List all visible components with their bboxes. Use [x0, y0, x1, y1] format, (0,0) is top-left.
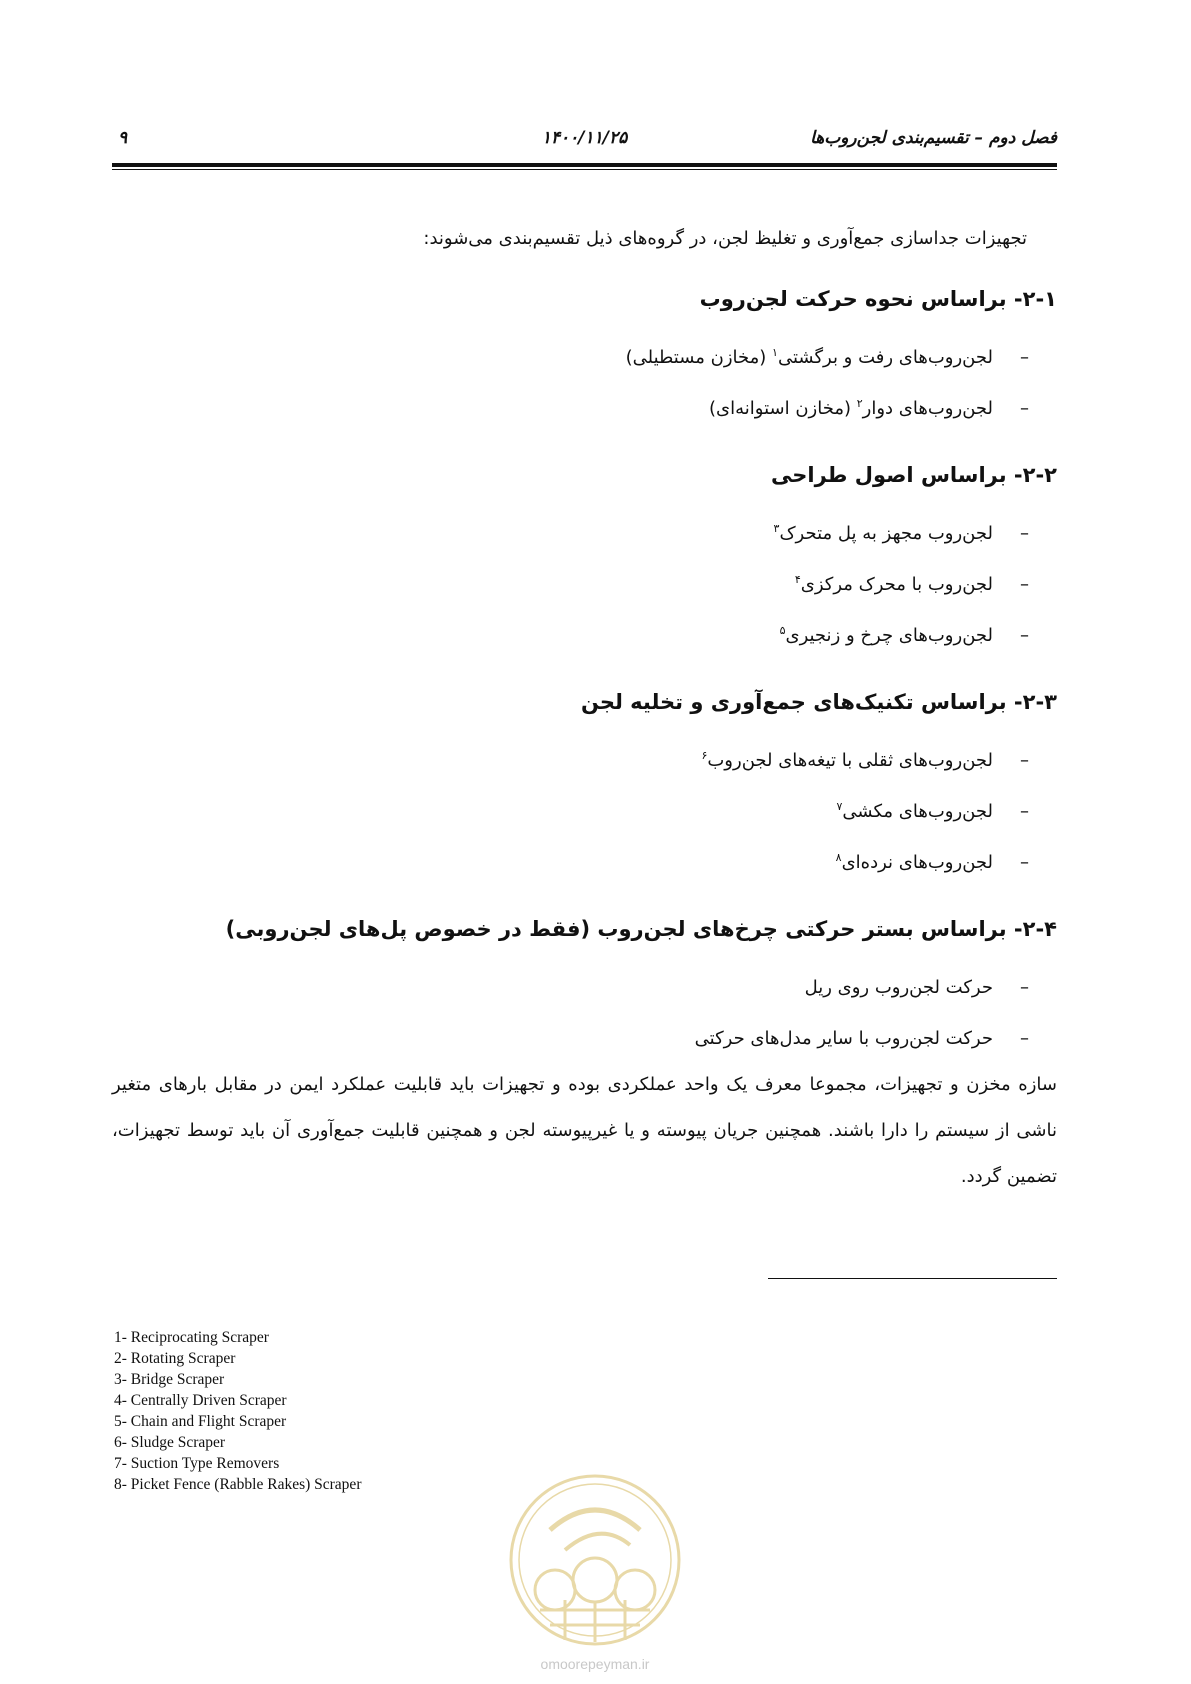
footnote-marker: ۸	[835, 851, 842, 864]
list-item-text: لجن‌روب‌های مکشی	[842, 801, 993, 822]
list-dash: –	[1020, 1028, 1029, 1049]
list-item-text: لجن‌روب مجهز به پل متحرک	[779, 523, 993, 544]
list-dash: –	[1020, 625, 1029, 646]
list-item-text: لجن‌روب‌های نرده‌ای	[841, 852, 993, 873]
section-heading: ۲-۱- براساس نحوه حرکت لجن‌روب	[699, 287, 1057, 311]
list-dash: –	[1020, 977, 1029, 998]
footnote-marker: ۲	[856, 397, 863, 410]
list-item-text: لجن‌روب‌های چرخ و زنجیری	[785, 625, 993, 646]
list-item-text: لجن‌روب‌های رفت و برگشتی	[777, 347, 993, 368]
page-header	[112, 128, 1057, 158]
chapter-title: فصل دوم – تقسیم‌بندی لجن‌روب‌ها	[810, 128, 1057, 148]
footnote-marker: ۴	[794, 573, 801, 586]
list-dash: –	[1020, 574, 1029, 595]
header-date: ۱۴۰۰/۱۱/۲۵	[541, 128, 628, 148]
footnote-marker: ۶	[701, 749, 708, 762]
list-item	[112, 960, 1029, 1011]
list-item	[112, 557, 1029, 608]
list-item	[112, 1011, 1029, 1062]
list-dash: –	[1020, 523, 1029, 544]
footnote-item: 8- Picket Fence (Rabble Rakes) Scraper	[114, 1476, 362, 1493]
list-item	[112, 835, 1029, 886]
footnote-item: 6- Sludge Scraper	[114, 1434, 226, 1451]
footnote-marker: ۱	[772, 346, 778, 359]
watermark-seal-icon	[505, 1470, 685, 1650]
list-item	[112, 381, 1029, 432]
list-dash: –	[1020, 852, 1029, 873]
list-item-text: حرکت لجن‌روب با سایر مدل‌های حرکتی	[694, 1028, 993, 1049]
list-item-text: حرکت لجن‌روب روی ریل	[804, 977, 993, 998]
footnote-separator	[768, 1278, 1057, 1279]
list-dash: –	[1020, 750, 1029, 771]
list-dash: –	[1020, 801, 1029, 822]
sections-container	[112, 282, 1057, 1062]
list-item	[112, 506, 1029, 557]
list-item-note: (مخازن مستطیلی)	[625, 347, 773, 368]
list-item-text: لجن‌روب‌های دوار	[862, 398, 993, 419]
section-list	[112, 506, 1057, 659]
list-item-text: لجن‌روب با محرک مرکزی	[800, 574, 993, 595]
header-rule-thick	[112, 163, 1057, 167]
list-dash: –	[1020, 398, 1029, 419]
footnote-marker: ۷	[836, 800, 843, 813]
watermark-text: omoorepeyman.ir	[540, 1656, 650, 1672]
footnote-item: 4- Centrally Driven Scraper	[114, 1392, 287, 1409]
footnote-marker: ۳	[773, 522, 780, 535]
section-list	[112, 960, 1057, 1062]
list-item	[112, 784, 1029, 835]
section-list	[112, 733, 1057, 886]
main-content	[112, 208, 1057, 1200]
list-dash: –	[1020, 347, 1029, 368]
list-item	[112, 733, 1029, 784]
section-heading: ۲-۳- براساس تکنیک‌های جمع‌آوری و تخلیه لجن	[580, 690, 1057, 714]
header-rule-thin	[112, 169, 1057, 170]
list-item-text: لجن‌روب‌های ثقلی با تیغه‌های لجن‌روب	[707, 750, 993, 771]
section-list	[112, 330, 1057, 432]
list-item-note: (مخازن استوانه‌ای)	[709, 398, 857, 419]
section-heading: ۲-۲- براساس اصول طراحی	[771, 463, 1057, 487]
footnote-marker: ۵	[779, 624, 786, 637]
list-item	[112, 330, 1029, 381]
body-paragraph: سازه مخزن و تجهیزات، مجموعا معرف یک واحد عملکردی بوده و تجهیزات باید قابلیت عملکرد ایمن در مقابل بارهای متغیر ناشی از سیستم را دارا باشند. همچنین جریان پیوسته و یا غیرپیوسته لجن و همچنین قابلیت جمع‌آوری آن باید توسط تجهیزات، تضمین گردد.	[112, 1074, 1057, 1187]
footnote-item: 1- Reciprocating Scraper	[114, 1329, 269, 1346]
intro-text: تجهیزات جداسازی جمع‌آوری و تغلیظ لجن، در گروه‌های ذیل تقسیم‌بندی می‌شوند:	[423, 228, 1027, 249]
section-heading: ۲-۴- براساس بستر حرکتی چرخ‌های لجن‌روب (فقط در خصوص پل‌های لجن‌روبی)	[225, 917, 1057, 941]
footnote-item: 2- Rotating Scraper	[114, 1350, 236, 1367]
footnote-item: 7- Suction Type Removers	[114, 1455, 280, 1472]
footnote-item: 5- Chain and Flight Scraper	[114, 1413, 287, 1430]
page-number: ۹	[118, 128, 128, 148]
footnote-item: 3- Bridge Scraper	[114, 1371, 225, 1388]
list-item	[112, 608, 1029, 659]
